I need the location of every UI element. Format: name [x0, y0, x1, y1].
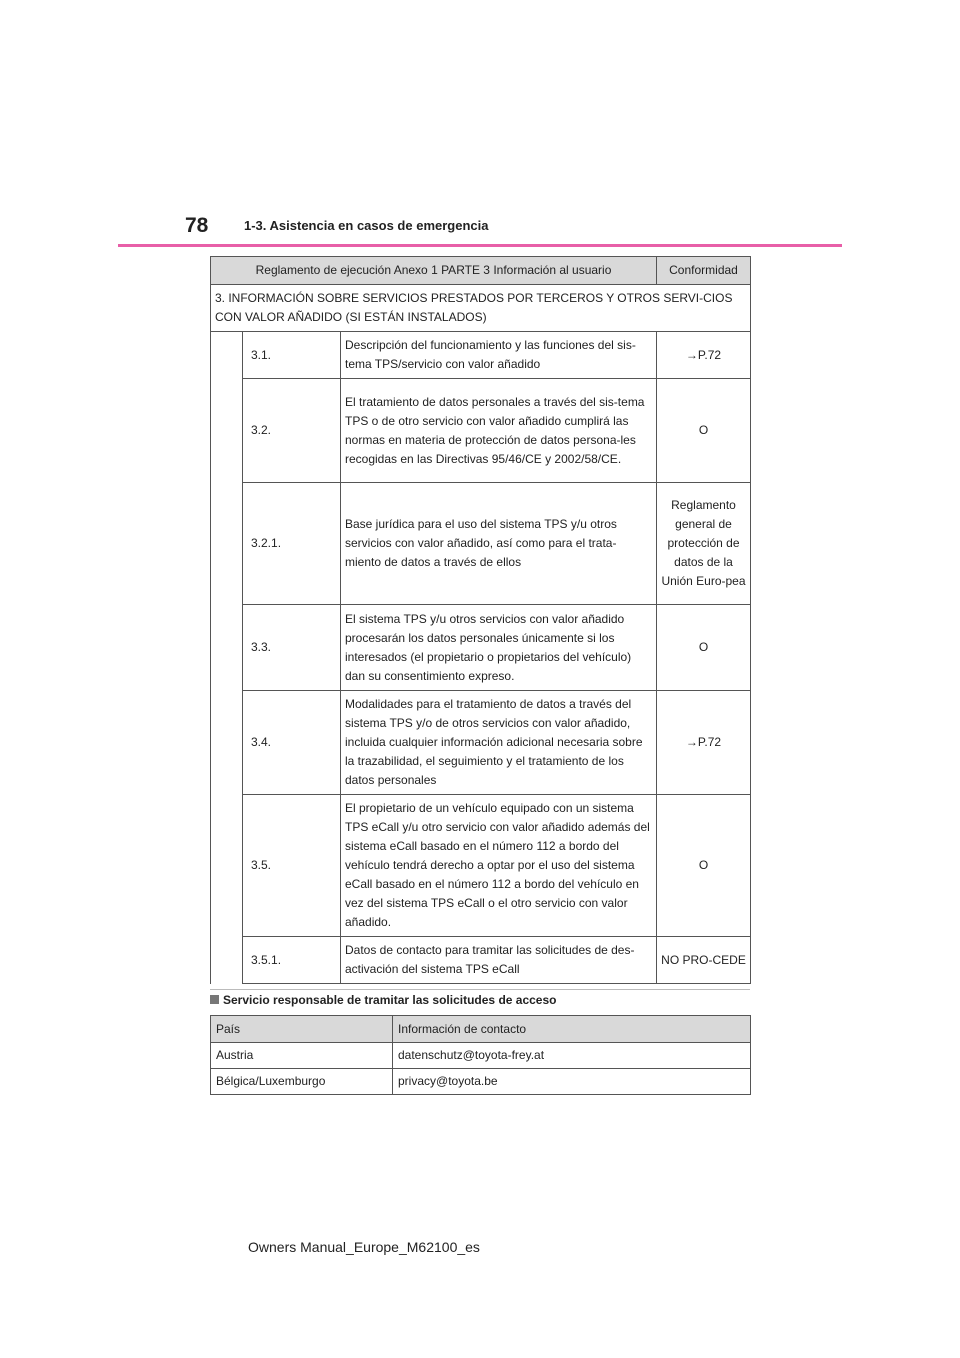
row-description: Base jurídica para el uso del sistema TPS y/u otros servicios con valor añadido, así como para el trata-miento de datos a través de ellos: [341, 483, 657, 605]
row-description: El sistema TPS y/u otros servicios con valor añadido procesarán los datos personales únicamente si los interesados (el propietario o propietarios del vehículo) dan su consentimiento expreso.: [341, 605, 657, 691]
square-bullet-icon: [210, 995, 219, 1004]
row-number: 3.1.: [243, 332, 341, 379]
table-row: [211, 1043, 751, 1069]
row-description: El tratamiento de datos personales a través del sis-tema TPS o de otro servicio con valor añadido cumplirá las normas en materia de protección de datos persona-les recogidas en las Directivas 95/46/CE y 2002/58/CE.: [341, 379, 657, 483]
row-conformity: O: [657, 795, 751, 937]
row-description: Modalidades para el tratamiento de datos a través del sistema TPS y/o de otros servicios con valor añadido, incluida cualquier información adicional necesaria sobre la trazabilidad, el seguimiento y el tratamiento de los datos personales: [341, 691, 657, 795]
table-row: [211, 795, 751, 937]
section-heading: 3. INFORMACIÓN SOBRE SERVICIOS PRESTADOS POR TERCEROS Y OTROS SERVI-CIOS CON VALOR AÑADIDO (SI ESTÁN INSTALADOS): [211, 285, 751, 332]
table-row: [211, 691, 751, 795]
table-header-row: [211, 257, 751, 285]
table-row: [211, 605, 751, 691]
column-header-conformity: Conformidad: [657, 257, 751, 285]
page-number: 78: [185, 214, 209, 237]
table-row: [211, 937, 751, 984]
section-heading-row: [211, 285, 751, 332]
column-header-contact: Información de contacto: [393, 1016, 751, 1043]
contact-cell: datenschutz@toyota-frey.at: [393, 1043, 751, 1069]
row-description: Datos de contacto para tramitar las solicitudes de des-activación del sistema TPS eCall: [341, 937, 657, 984]
user-information-table: [210, 256, 751, 984]
access-section-title: Servicio responsable de tramitar las solicitudes de acceso: [223, 993, 557, 1007]
access-section-heading: [210, 993, 556, 1007]
table-row: [211, 483, 751, 605]
contact-cell: privacy@toyota.be: [393, 1069, 751, 1095]
header-divider: [118, 244, 842, 247]
contact-table: [210, 1015, 751, 1095]
section-divider: [210, 989, 750, 990]
row-number: 3.2.: [243, 379, 341, 483]
row-number: 3.5.1.: [243, 937, 341, 984]
table-row: [211, 1069, 751, 1095]
row-conformity: O: [657, 605, 751, 691]
section-title: 1-3. Asistencia en casos de emergencia: [244, 218, 489, 233]
row-conformity: →P.72: [657, 691, 751, 795]
row-description: Descripción del funcionamiento y las funciones del sis-tema TPS/servicio con valor añadido: [341, 332, 657, 379]
column-header-country: País: [211, 1016, 393, 1043]
row-number: 3.2.1.: [243, 483, 341, 605]
footer-text: Owners Manual_Europe_M62100_es: [248, 1239, 480, 1255]
column-header-regulation: Reglamento de ejecución Anexo 1 PARTE 3 Información al usuario: [211, 257, 657, 285]
country-cell: Austria: [211, 1043, 393, 1069]
row-conformity: →P.72: [657, 332, 751, 379]
row-number: 3.5.: [243, 795, 341, 937]
row-conformity: O: [657, 379, 751, 483]
row-conformity: NO PRO-CEDE: [657, 937, 751, 984]
table-header-row: [211, 1016, 751, 1043]
indent-cell: [211, 332, 243, 984]
row-description: El propietario de un vehículo equipado con un sistema TPS eCall y/u otro servicio con valor añadido además del sistema eCall basado en el número 112 a bordo del vehículo tendrá derecho a optar por el uso del sistema eCall basado en el número 112 a bordo del vehículo en vez del sistema TPS eCall o el otro servicio con valor añadido.: [341, 795, 657, 937]
table-row: [211, 379, 751, 483]
table-row: [211, 332, 751, 379]
country-cell: Bélgica/Luxemburgo: [211, 1069, 393, 1095]
row-number: 3.4.: [243, 691, 341, 795]
row-number: 3.3.: [243, 605, 341, 691]
row-conformity: Reglamento general de protección de datos de la Unión Euro-pea: [657, 483, 751, 605]
